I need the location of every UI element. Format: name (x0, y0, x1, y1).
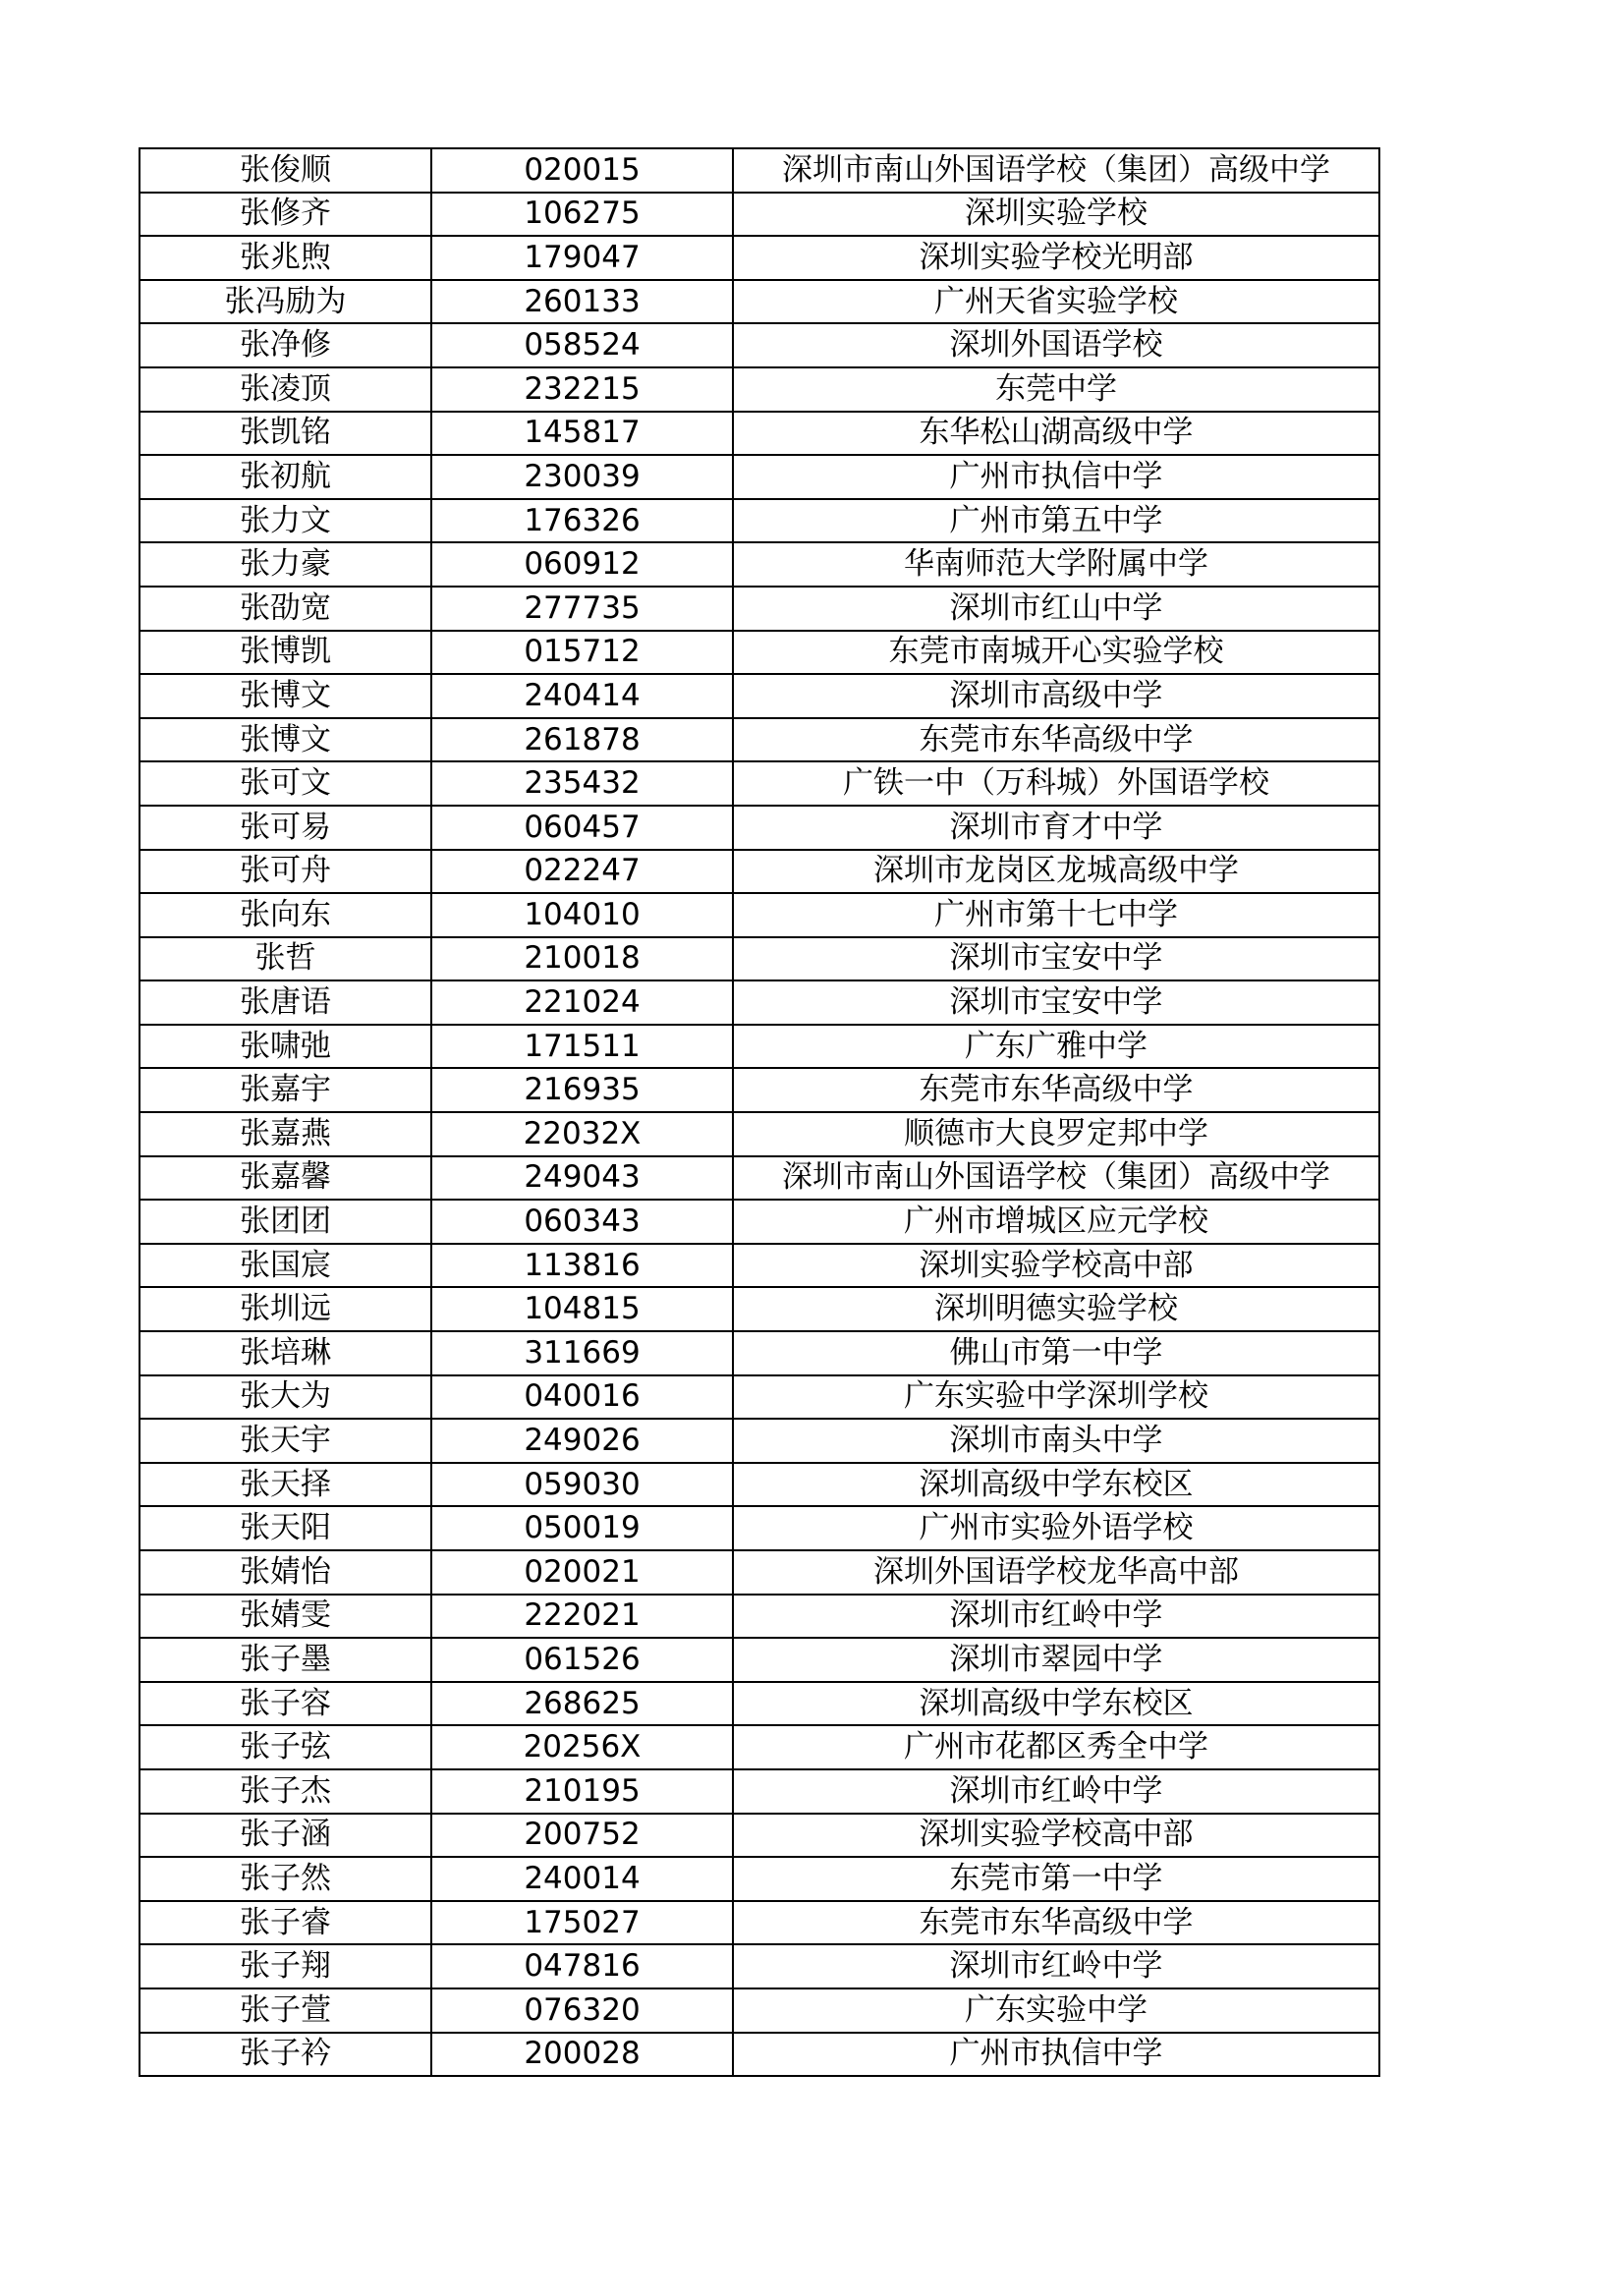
student-name-cell: 张冯励为 (140, 280, 431, 324)
table-row (140, 236, 1379, 280)
student-id-cell: 235432 (431, 761, 733, 806)
school-name-cell: 广铁一中（万科城）外国语学校 (733, 761, 1379, 806)
student-id-cell: 022247 (431, 850, 733, 894)
student-name-cell: 张子萱 (140, 1988, 431, 2033)
student-id-cell: 047816 (431, 1944, 733, 1988)
school-name-cell: 深圳市红岭中学 (733, 1944, 1379, 1988)
school-name-cell: 深圳外国语学校龙华高中部 (733, 1550, 1379, 1595)
student-id-cell: 261878 (431, 718, 733, 762)
student-name-cell: 张博文 (140, 718, 431, 762)
student-name-cell: 张劭宽 (140, 587, 431, 631)
table-row (140, 587, 1379, 631)
table-row (140, 2033, 1379, 2077)
student-name-cell: 张圳远 (140, 1287, 431, 1331)
student-id-cell: 059030 (431, 1463, 733, 1507)
student-name-cell: 张力文 (140, 499, 431, 543)
student-name-cell: 张婧怡 (140, 1550, 431, 1595)
school-name-cell: 深圳市南山外国语学校（集团）高级中学 (733, 1156, 1379, 1201)
table-row (140, 980, 1379, 1025)
table-row (140, 1944, 1379, 1988)
student-name-cell: 张博凯 (140, 631, 431, 675)
student-id-cell: 221024 (431, 980, 733, 1025)
school-name-cell: 广州市第五中学 (733, 499, 1379, 543)
table-row (140, 1068, 1379, 1112)
student-id-cell: 210195 (431, 1769, 733, 1814)
student-name-cell: 张子杰 (140, 1769, 431, 1814)
student-name-cell: 张可舟 (140, 850, 431, 894)
student-name-cell: 张博文 (140, 674, 431, 718)
student-name-cell: 张力豪 (140, 542, 431, 587)
student-id-cell: 249026 (431, 1419, 733, 1463)
student-name-cell: 张团团 (140, 1200, 431, 1244)
student-name-cell: 张初航 (140, 455, 431, 499)
student-name-cell: 张哲 (140, 937, 431, 981)
student-id-cell: 176326 (431, 499, 733, 543)
student-name-cell: 张婧雯 (140, 1595, 431, 1639)
school-name-cell: 广州天省实验学校 (733, 280, 1379, 324)
school-name-cell: 东莞市东华高级中学 (733, 1901, 1379, 1945)
student-id-cell: 222021 (431, 1595, 733, 1639)
table-row (140, 455, 1379, 499)
school-name-cell: 广东广雅中学 (733, 1025, 1379, 1069)
student-name-cell: 张俊顺 (140, 148, 431, 193)
student-id-cell: 249043 (431, 1156, 733, 1201)
student-id-cell: 179047 (431, 236, 733, 280)
table-row (140, 1901, 1379, 1945)
student-id-cell: 076320 (431, 1988, 733, 2033)
table-row (140, 718, 1379, 762)
student-name-cell: 张子容 (140, 1682, 431, 1726)
table-row (140, 893, 1379, 937)
school-name-cell: 深圳市高级中学 (733, 674, 1379, 718)
school-name-cell: 广州市第十七中学 (733, 893, 1379, 937)
student-name-cell: 张嘉宇 (140, 1068, 431, 1112)
table-row (140, 850, 1379, 894)
table-row (140, 1287, 1379, 1331)
table-row (140, 542, 1379, 587)
school-name-cell: 深圳市红岭中学 (733, 1595, 1379, 1639)
roster-body (140, 148, 1379, 2076)
table-row (140, 761, 1379, 806)
student-name-cell: 张可文 (140, 761, 431, 806)
student-name-cell: 张子翔 (140, 1944, 431, 1988)
student-id-cell: 058524 (431, 323, 733, 367)
student-id-cell: 145817 (431, 412, 733, 456)
student-id-cell: 015712 (431, 631, 733, 675)
student-id-cell: 210018 (431, 937, 733, 981)
school-name-cell: 东莞市东华高级中学 (733, 1068, 1379, 1112)
student-id-cell: 230039 (431, 455, 733, 499)
table-row (140, 1375, 1379, 1420)
table-row (140, 1244, 1379, 1288)
table-row (140, 499, 1379, 543)
student-name-cell: 张兆煦 (140, 236, 431, 280)
table-row (140, 1200, 1379, 1244)
student-id-cell: 171511 (431, 1025, 733, 1069)
student-id-cell: 060457 (431, 806, 733, 850)
table-row (140, 1550, 1379, 1595)
table-row (140, 1725, 1379, 1769)
student-name-cell: 张培琳 (140, 1331, 431, 1375)
school-name-cell: 深圳市宝安中学 (733, 980, 1379, 1025)
student-name-cell: 张净修 (140, 323, 431, 367)
table-row (140, 1419, 1379, 1463)
school-name-cell: 广州市执信中学 (733, 2033, 1379, 2077)
school-name-cell: 深圳实验学校高中部 (733, 1814, 1379, 1858)
student-id-cell: 060343 (431, 1200, 733, 1244)
student-name-cell: 张天宇 (140, 1419, 431, 1463)
student-name-cell: 张天阳 (140, 1506, 431, 1550)
student-id-cell: 22032X (431, 1112, 733, 1156)
student-name-cell: 张可易 (140, 806, 431, 850)
student-id-cell: 216935 (431, 1068, 733, 1112)
student-name-cell: 张修齐 (140, 193, 431, 237)
table-row (140, 1988, 1379, 2033)
school-name-cell: 广州市执信中学 (733, 455, 1379, 499)
table-row (140, 806, 1379, 850)
table-row (140, 1463, 1379, 1507)
table-row (140, 193, 1379, 237)
student-id-cell: 106275 (431, 193, 733, 237)
table-row (140, 1814, 1379, 1858)
school-name-cell: 东莞市东华高级中学 (733, 718, 1379, 762)
student-name-cell: 张子然 (140, 1857, 431, 1901)
student-id-cell: 104815 (431, 1287, 733, 1331)
student-name-cell: 张啸弛 (140, 1025, 431, 1069)
student-id-cell: 260133 (431, 280, 733, 324)
student-id-cell: 240014 (431, 1857, 733, 1901)
student-name-cell: 张天择 (140, 1463, 431, 1507)
table-row (140, 280, 1379, 324)
student-name-cell: 张嘉馨 (140, 1156, 431, 1201)
table-row (140, 937, 1379, 981)
school-name-cell: 广州市花都区秀全中学 (733, 1725, 1379, 1769)
school-name-cell: 深圳市龙岗区龙城高级中学 (733, 850, 1379, 894)
student-id-cell: 20256X (431, 1725, 733, 1769)
school-name-cell: 深圳明德实验学校 (733, 1287, 1379, 1331)
table-row (140, 631, 1379, 675)
student-id-cell: 060912 (431, 542, 733, 587)
student-name-cell: 张子涵 (140, 1814, 431, 1858)
table-row (140, 1025, 1379, 1069)
student-id-cell: 200752 (431, 1814, 733, 1858)
school-name-cell: 深圳高级中学东校区 (733, 1682, 1379, 1726)
table-row (140, 148, 1379, 193)
student-name-cell: 张大为 (140, 1375, 431, 1420)
student-name-cell: 张凌顶 (140, 367, 431, 412)
school-name-cell: 东莞市第一中学 (733, 1857, 1379, 1901)
school-name-cell: 广东实验中学深圳学校 (733, 1375, 1379, 1420)
school-name-cell: 东莞中学 (733, 367, 1379, 412)
school-name-cell: 深圳实验学校高中部 (733, 1244, 1379, 1288)
school-name-cell: 广州市实验外语学校 (733, 1506, 1379, 1550)
table-row (140, 1156, 1379, 1201)
student-name-cell: 张唐语 (140, 980, 431, 1025)
student-id-cell: 020021 (431, 1550, 733, 1595)
student-name-cell: 张国宸 (140, 1244, 431, 1288)
school-name-cell: 深圳市红山中学 (733, 587, 1379, 631)
student-id-cell: 268625 (431, 1682, 733, 1726)
school-name-cell: 华南师范大学附属中学 (733, 542, 1379, 587)
table-row (140, 674, 1379, 718)
table-row (140, 1506, 1379, 1550)
school-name-cell: 深圳外国语学校 (733, 323, 1379, 367)
table-row (140, 1331, 1379, 1375)
school-name-cell: 深圳市宝安中学 (733, 937, 1379, 981)
table-row (140, 323, 1379, 367)
school-name-cell: 深圳市南头中学 (733, 1419, 1379, 1463)
school-name-cell: 东华松山湖高级中学 (733, 412, 1379, 456)
school-name-cell: 深圳实验学校光明部 (733, 236, 1379, 280)
student-id-cell: 200028 (431, 2033, 733, 2077)
school-name-cell: 深圳市翠园中学 (733, 1638, 1379, 1682)
school-name-cell: 广州市增城区应元学校 (733, 1200, 1379, 1244)
student-id-cell: 277735 (431, 587, 733, 631)
school-name-cell: 广东实验中学 (733, 1988, 1379, 2033)
table-row (140, 1112, 1379, 1156)
student-name-cell: 张凯铭 (140, 412, 431, 456)
table-row (140, 1595, 1379, 1639)
school-name-cell: 深圳市南山外国语学校（集团）高级中学 (733, 148, 1379, 193)
table-row (140, 1638, 1379, 1682)
student-id-cell: 061526 (431, 1638, 733, 1682)
student-id-cell: 104010 (431, 893, 733, 937)
school-name-cell: 东莞市南城开心实验学校 (733, 631, 1379, 675)
student-name-cell: 张子睿 (140, 1901, 431, 1945)
student-name-cell: 张子弦 (140, 1725, 431, 1769)
table-row (140, 1769, 1379, 1814)
table-row (140, 412, 1379, 456)
school-name-cell: 佛山市第一中学 (733, 1331, 1379, 1375)
student-name-cell: 张嘉燕 (140, 1112, 431, 1156)
school-name-cell: 深圳高级中学东校区 (733, 1463, 1379, 1507)
student-id-cell: 020015 (431, 148, 733, 193)
school-name-cell: 顺德市大良罗定邦中学 (733, 1112, 1379, 1156)
school-name-cell: 深圳市红岭中学 (733, 1769, 1379, 1814)
student-id-cell: 232215 (431, 367, 733, 412)
student-name-cell: 张向东 (140, 893, 431, 937)
table-row (140, 367, 1379, 412)
school-name-cell: 深圳实验学校 (733, 193, 1379, 237)
student-name-cell: 张子墨 (140, 1638, 431, 1682)
student-id-cell: 175027 (431, 1901, 733, 1945)
table-row (140, 1857, 1379, 1901)
student-id-cell: 040016 (431, 1375, 733, 1420)
student-id-cell: 050019 (431, 1506, 733, 1550)
student-id-cell: 240414 (431, 674, 733, 718)
student-roster-table (139, 147, 1380, 2077)
student-name-cell: 张子衿 (140, 2033, 431, 2077)
school-name-cell: 深圳市育才中学 (733, 806, 1379, 850)
table-row (140, 1682, 1379, 1726)
student-id-cell: 113816 (431, 1244, 733, 1288)
student-id-cell: 311669 (431, 1331, 733, 1375)
